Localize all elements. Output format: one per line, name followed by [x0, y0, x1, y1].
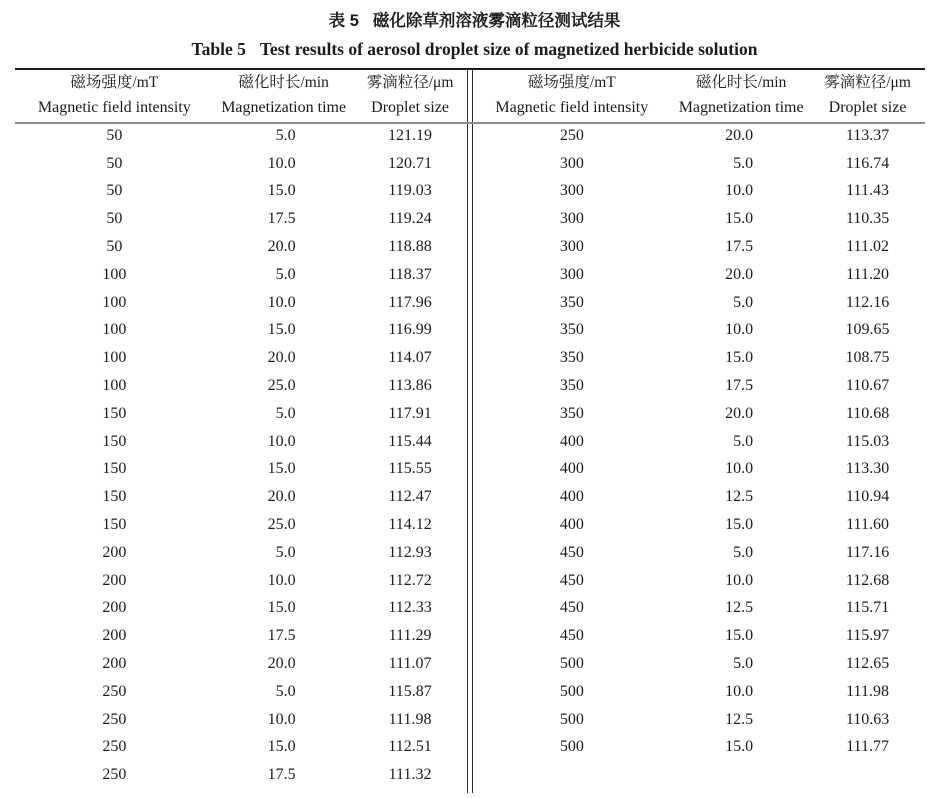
time-cell: 25.0 — [267, 516, 296, 534]
time-cell: 20.0 — [267, 488, 296, 506]
data-table — [15, 68, 925, 793]
intensity-cell: 250 — [102, 766, 127, 784]
left-table-header — [15, 70, 467, 122]
size-cell: 115.55 — [388, 460, 432, 478]
table-caption-zh-text: 磁化除草剂溶液雾滴粒径测试结果 — [372, 12, 621, 30]
size-cell: 118.37 — [388, 265, 432, 283]
table-row — [15, 372, 467, 400]
size-cell: 113.30 — [845, 460, 890, 478]
time-cell: 20.0 — [725, 126, 754, 144]
table-row — [15, 761, 467, 789]
table-row — [473, 456, 925, 484]
table-row — [15, 150, 467, 178]
size-cell: 111.20 — [846, 265, 889, 283]
time-cell: 20.0 — [725, 265, 754, 283]
size-cell: 117.96 — [388, 293, 432, 311]
table-caption-zh-label: 表 5 — [328, 12, 359, 30]
table-row — [15, 706, 467, 734]
size-cell: 111.32 — [388, 766, 432, 784]
table-row — [15, 622, 467, 650]
size-cell: 117.91 — [388, 404, 432, 422]
table-row — [15, 261, 467, 289]
intensity-cell: 250 — [102, 738, 127, 756]
size-cell: 118.88 — [388, 238, 432, 256]
size-cell: 110.94 — [845, 488, 890, 506]
intensity-cell: 150 — [102, 516, 127, 534]
table-row — [473, 233, 925, 261]
table-row — [473, 400, 925, 428]
intensity-cell: 300 — [559, 154, 584, 172]
header-separator-rule — [15, 122, 925, 124]
intensity-cell: 300 — [559, 238, 584, 256]
intensity-cell: 300 — [559, 210, 584, 228]
table-row — [15, 511, 467, 539]
size-cell: 111.98 — [388, 710, 432, 728]
intensity-cell: 250 — [559, 126, 584, 144]
table-caption-en-label: Table 5 — [191, 39, 246, 59]
size-cell: 119.03 — [388, 182, 432, 200]
time-cell: 15.0 — [725, 738, 754, 756]
time-cell: 15.0 — [267, 738, 296, 756]
time-cell: 5.0 — [275, 682, 296, 700]
time-cell: 17.5 — [267, 627, 296, 645]
table-row — [473, 122, 925, 150]
col-header-time — [671, 70, 811, 122]
size-cell: 116.74 — [845, 154, 890, 172]
col-header-size — [811, 70, 924, 122]
time-cell: 5.0 — [733, 432, 754, 450]
time-cell: 10.0 — [267, 154, 296, 172]
intensity-cell: 300 — [559, 182, 584, 200]
size-cell: 111.98 — [846, 682, 889, 700]
intensity-cell: 400 — [559, 432, 584, 450]
table-row — [15, 428, 467, 456]
table-caption-en-text: Test results of aerosol droplet size of magnetized herbicide solution — [259, 39, 758, 59]
col-header-size — [354, 70, 467, 122]
table-row — [15, 178, 467, 206]
table-row — [473, 622, 925, 650]
size-cell: 114.07 — [388, 349, 432, 367]
time-cell: 25.0 — [267, 377, 296, 395]
col-header-time-en: Magnetization time — [221, 99, 347, 116]
time-cell: 20.0 — [725, 404, 754, 422]
size-cell: 111.77 — [846, 738, 889, 756]
time-cell: 10.0 — [267, 432, 296, 450]
size-cell: 112.51 — [388, 738, 432, 756]
time-cell: 15.0 — [267, 321, 296, 339]
time-cell: 10.0 — [725, 460, 754, 478]
time-cell: 5.0 — [275, 126, 296, 144]
table-row — [473, 511, 925, 539]
size-cell: 112.93 — [388, 543, 432, 561]
time-cell: 5.0 — [275, 265, 296, 283]
table-right-half — [473, 70, 925, 793]
intensity-cell: 150 — [102, 488, 127, 506]
table-row — [473, 650, 925, 678]
size-cell: 114.12 — [388, 516, 432, 534]
time-cell: 17.5 — [725, 377, 754, 395]
col-header-time — [214, 70, 354, 122]
table-row — [15, 233, 467, 261]
size-cell: 115.71 — [845, 599, 890, 617]
intensity-cell: 200 — [102, 655, 127, 673]
table-row — [473, 205, 925, 233]
time-cell: 12.5 — [725, 710, 754, 728]
size-cell: 112.33 — [388, 599, 432, 617]
table-row — [473, 261, 925, 289]
size-cell: 108.75 — [845, 349, 890, 367]
time-cell: 12.5 — [725, 488, 754, 506]
size-cell: 112.65 — [845, 655, 890, 673]
intensity-cell: 150 — [102, 404, 127, 422]
col-header-size-en: Droplet size — [371, 99, 449, 116]
time-cell: 20.0 — [267, 349, 296, 367]
col-header-intensity-en: Magnetic field intensity — [37, 99, 191, 116]
intensity-cell: 500 — [559, 710, 584, 728]
table-row — [15, 734, 467, 762]
intensity-cell: 200 — [102, 627, 127, 645]
size-cell: 117.16 — [845, 543, 890, 561]
col-header-intensity-en: Magnetic field intensity — [495, 99, 649, 116]
table-row — [15, 456, 467, 484]
col-header-time-zh: 磁化时长/min — [695, 74, 787, 91]
table-row — [473, 567, 925, 595]
time-cell: 17.5 — [725, 238, 754, 256]
table-row — [473, 595, 925, 623]
intensity-cell: 200 — [102, 599, 127, 617]
table-row — [473, 678, 925, 706]
table-row — [473, 150, 925, 178]
table-row — [15, 122, 467, 150]
time-cell: 5.0 — [733, 293, 754, 311]
size-cell: 116.99 — [388, 321, 432, 339]
left-table — [15, 70, 467, 789]
size-cell: 111.07 — [388, 655, 432, 673]
size-cell: 109.65 — [845, 321, 890, 339]
intensity-cell: 500 — [559, 738, 584, 756]
right-table — [473, 70, 925, 761]
table-row — [473, 428, 925, 456]
intensity-cell: 100 — [102, 321, 127, 339]
table-row — [473, 289, 925, 317]
time-cell: 15.0 — [267, 182, 296, 200]
intensity-cell: 400 — [559, 460, 584, 478]
time-cell: 17.5 — [267, 210, 296, 228]
time-cell: 5.0 — [733, 655, 754, 673]
time-cell: 17.5 — [267, 766, 296, 784]
size-cell: 110.67 — [845, 377, 890, 395]
size-cell: 112.16 — [845, 293, 890, 311]
size-cell: 112.72 — [388, 571, 432, 589]
size-cell: 121.19 — [388, 126, 433, 144]
intensity-cell: 350 — [559, 293, 584, 311]
table-row — [15, 595, 467, 623]
table-row — [473, 734, 925, 762]
right-table-body — [473, 122, 925, 761]
table-row — [473, 483, 925, 511]
time-cell: 10.0 — [725, 571, 754, 589]
intensity-cell: 350 — [559, 349, 584, 367]
size-cell: 113.86 — [388, 377, 432, 395]
intensity-cell: 350 — [559, 321, 584, 339]
size-cell: 110.63 — [845, 710, 890, 728]
time-cell: 10.0 — [725, 321, 754, 339]
intensity-cell: 300 — [559, 265, 584, 283]
size-cell: 115.03 — [845, 432, 890, 450]
time-cell: 15.0 — [267, 599, 296, 617]
intensity-cell: 200 — [102, 543, 127, 561]
intensity-cell: 100 — [102, 265, 127, 283]
table-caption-en — [0, 37, 949, 61]
intensity-cell: 50 — [106, 126, 123, 144]
size-cell: 115.44 — [388, 432, 432, 450]
table-row — [473, 539, 925, 567]
col-header-time-zh: 磁化时长/min — [238, 74, 329, 91]
table-row — [15, 289, 467, 317]
intensity-cell: 450 — [559, 571, 584, 589]
table-left-half — [15, 70, 467, 793]
size-cell: 111.60 — [846, 516, 889, 534]
table-row — [473, 372, 925, 400]
size-cell: 111.29 — [388, 627, 432, 645]
intensity-cell: 450 — [559, 599, 584, 617]
table-caption-zh — [0, 10, 949, 32]
time-cell: 15.0 — [267, 460, 296, 478]
col-header-size-en: Droplet size — [828, 99, 907, 116]
time-cell: 5.0 — [275, 543, 296, 561]
col-header-intensity-zh: 磁场强度/mT — [70, 74, 159, 91]
col-header-intensity-zh: 磁场强度/mT — [527, 74, 616, 91]
intensity-cell: 100 — [102, 293, 127, 311]
size-cell: 115.87 — [388, 682, 432, 700]
intensity-cell: 400 — [559, 488, 584, 506]
table-row — [15, 483, 467, 511]
time-cell: 20.0 — [267, 238, 296, 256]
size-cell: 110.35 — [845, 210, 890, 228]
col-header-intensity — [15, 70, 214, 122]
table-row — [15, 650, 467, 678]
col-header-size-zh: 雾滴粒径/μm — [366, 74, 454, 91]
size-cell: 111.43 — [846, 182, 889, 200]
intensity-cell: 450 — [559, 627, 584, 645]
time-cell: 20.0 — [267, 655, 296, 673]
col-header-size-zh: 雾滴粒径/μm — [824, 74, 911, 91]
table-row — [473, 706, 925, 734]
table-row — [15, 539, 467, 567]
size-cell: 115.97 — [845, 627, 890, 645]
table-row — [15, 205, 467, 233]
size-cell: 111.02 — [846, 238, 889, 256]
intensity-cell: 350 — [559, 377, 584, 395]
intensity-cell: 50 — [106, 210, 123, 228]
intensity-cell: 400 — [559, 516, 584, 534]
intensity-cell: 50 — [106, 238, 123, 256]
intensity-cell: 250 — [102, 710, 127, 728]
intensity-cell: 350 — [559, 404, 584, 422]
time-cell: 10.0 — [725, 182, 754, 200]
intensity-cell: 50 — [106, 154, 123, 172]
intensity-cell: 50 — [106, 182, 123, 200]
table-row — [15, 678, 467, 706]
intensity-cell: 250 — [102, 682, 127, 700]
intensity-cell: 150 — [102, 432, 127, 450]
time-cell: 15.0 — [725, 516, 754, 534]
table-row — [473, 317, 925, 345]
time-cell: 10.0 — [267, 293, 296, 311]
time-cell: 10.0 — [725, 682, 754, 700]
time-cell: 5.0 — [733, 543, 754, 561]
table-row — [473, 178, 925, 206]
left-table-body — [15, 122, 467, 789]
table-row — [15, 400, 467, 428]
time-cell: 15.0 — [725, 627, 754, 645]
size-cell: 110.68 — [845, 404, 890, 422]
intensity-cell: 500 — [559, 655, 584, 673]
size-cell: 112.47 — [388, 488, 432, 506]
table-row — [473, 344, 925, 372]
time-cell: 15.0 — [725, 210, 754, 228]
time-cell: 5.0 — [275, 404, 296, 422]
table-row — [15, 567, 467, 595]
size-cell: 112.68 — [845, 571, 890, 589]
intensity-cell: 100 — [102, 377, 127, 395]
intensity-cell: 200 — [102, 571, 127, 589]
time-cell: 5.0 — [733, 154, 754, 172]
intensity-cell: 450 — [559, 543, 584, 561]
col-header-time-en: Magnetization time — [678, 99, 804, 116]
size-cell: 119.24 — [388, 210, 432, 228]
time-cell: 12.5 — [725, 599, 754, 617]
right-table-header — [473, 70, 925, 122]
intensity-cell: 100 — [102, 349, 127, 367]
time-cell: 10.0 — [267, 710, 296, 728]
table-row — [15, 317, 467, 345]
table-row — [15, 344, 467, 372]
intensity-cell: 500 — [559, 682, 584, 700]
size-cell: 120.71 — [388, 154, 433, 172]
time-cell: 10.0 — [267, 571, 296, 589]
size-cell: 113.37 — [845, 126, 890, 144]
col-header-intensity — [473, 70, 672, 122]
intensity-cell: 150 — [102, 460, 127, 478]
time-cell: 15.0 — [725, 349, 754, 367]
